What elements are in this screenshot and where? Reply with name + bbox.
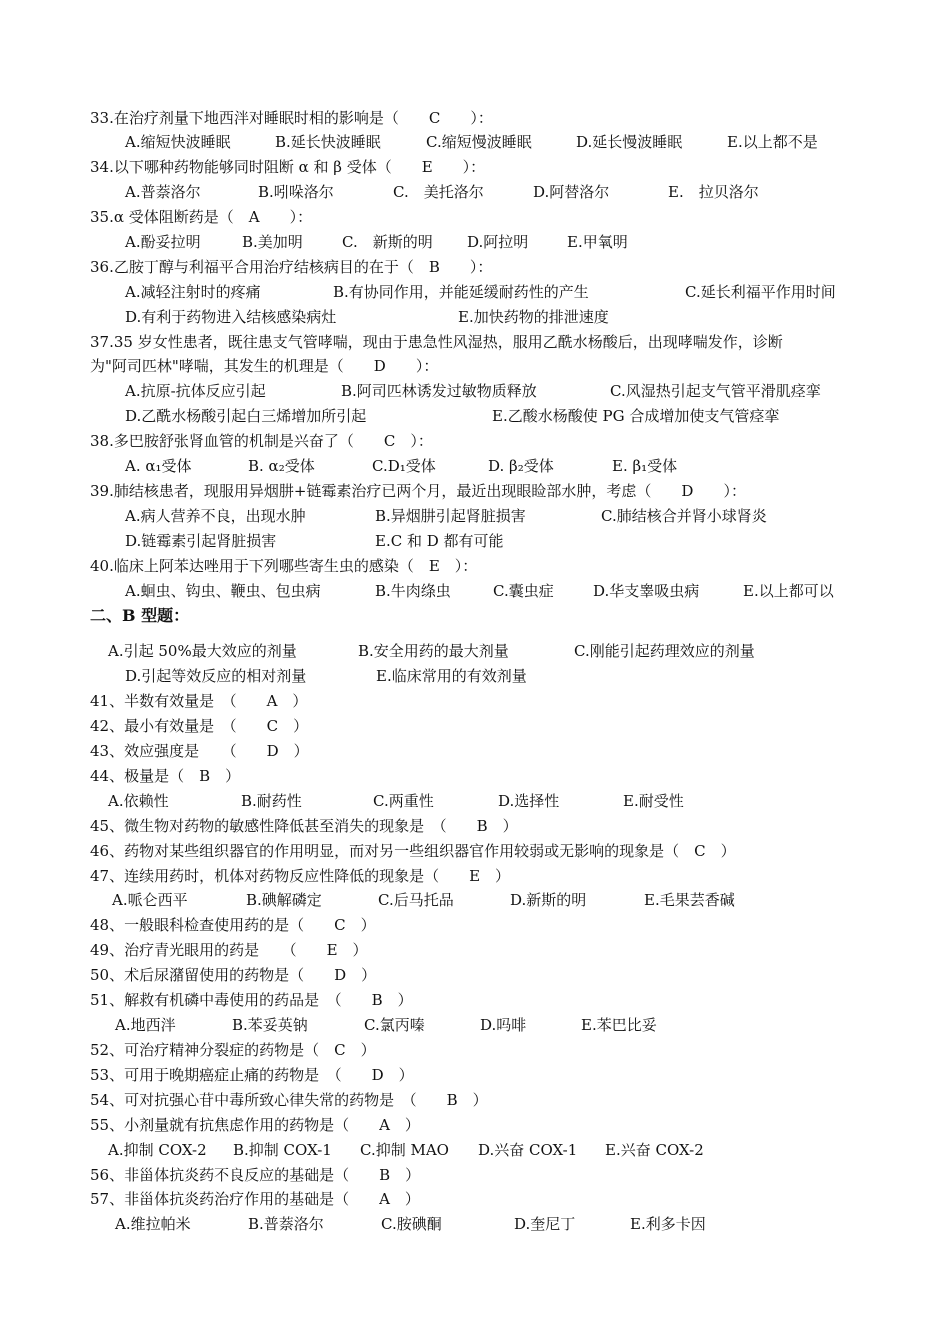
option-text: B.吲哚洛尔: [258, 183, 334, 201]
option-row: [0, 506, 950, 526]
option-text: E. 拉贝洛尔: [668, 183, 759, 201]
option-text: D.阿替洛尔: [533, 183, 610, 201]
option-text: A.地西泮: [115, 1016, 176, 1034]
option-text: D.乙酰水杨酸引起白三烯增加所引起: [125, 407, 367, 425]
line-text: 54、可对抗强心苷中毒所致心律失常的药物是 （ B ）: [90, 1091, 488, 1109]
option-text: B.异烟肼引起肾脏损害: [375, 507, 526, 525]
option-text: C.氯丙嗪: [364, 1016, 425, 1034]
option-row: [0, 666, 950, 686]
option-text: A.蛔虫、钩虫、鞭虫、包虫病: [125, 582, 321, 600]
option-text: A.抗原-抗体反应引起: [125, 382, 266, 400]
question-line: [0, 990, 950, 1010]
option-row: [0, 381, 950, 401]
option-text: A.酚妥拉明: [125, 233, 201, 251]
option-text: C.抑制 MAO: [360, 1141, 449, 1159]
question-line: [0, 915, 950, 935]
line-text: 39.肺结核患者，现服用异烟肼+链霉素治疗已两个月，最近出现眼睑部水肿，考虑（ D ）：: [90, 482, 746, 500]
question-line: [0, 841, 950, 861]
option-row: [0, 406, 950, 426]
option-text: C. 新斯的明: [342, 233, 433, 251]
option-text: C.延长利福平作用时间: [685, 283, 836, 301]
question-line: [0, 1115, 950, 1135]
line-text: 43、效应强度是 （ D ）: [90, 742, 309, 760]
option-text: B.有协同作用，并能延缓耐药性的产生: [333, 283, 589, 301]
line-text: 49、治疗青光眼用的药是 （ E ）: [90, 941, 368, 959]
option-row: [0, 182, 950, 202]
option-text: A. α₁受体: [125, 457, 192, 475]
option-text: A.抑制 COX-2: [108, 1141, 207, 1159]
line-text: 34.以下哪种药物能够同时阻断 α 和 β 受体（ E ）：: [90, 158, 486, 176]
line-text: 为"阿司匹林"哮喘，其发生的机理是（ D ）：: [90, 357, 439, 375]
option-text: D.兴奋 COX-1: [478, 1141, 578, 1159]
question-line: [0, 481, 950, 501]
question-line: [0, 716, 950, 736]
line-text: 46、药物对某些组织器官的作用明显，而对另一些组织器官作用较弱或无影响的现象是（ C ）: [90, 842, 736, 860]
section-heading: [0, 606, 950, 626]
option-text: A.减轻注射时的疼痛: [125, 283, 261, 301]
option-row: [0, 581, 950, 601]
option-text: D.选择性: [498, 792, 560, 810]
line-text: 55、小剂量就有抗焦虑作用的药物是（ A ）: [90, 1116, 420, 1134]
line-text: 57、非甾体抗炎药治疗作用的基础是（ A ）: [90, 1190, 420, 1208]
question-line: [0, 108, 950, 128]
option-text: E.以上都不是: [727, 133, 818, 151]
option-text: B.安全用药的最大剂量: [358, 642, 509, 660]
question-line: [0, 741, 950, 761]
option-text: D.阿拉明: [467, 233, 529, 251]
option-row: [0, 641, 950, 661]
line-text: 38.多巴胺舒张肾血管的机制是兴奋了（ C ）：: [90, 432, 433, 450]
option-text: D.引起等效反应的相对剂量: [125, 667, 307, 685]
question-line: [0, 207, 950, 227]
option-text: C.两重性: [373, 792, 434, 810]
option-text: A.维拉帕米: [115, 1215, 191, 1233]
option-text: E.以上都可以: [743, 582, 834, 600]
option-text: C.囊虫症: [493, 582, 554, 600]
option-row: [0, 456, 950, 476]
line-text: 二、B 型题：: [90, 606, 190, 625]
option-text: C.肺结核合并肾小球肾炎: [601, 507, 767, 525]
line-text: 40.临床上阿苯达唑用于下列哪些寄生虫的感染（ E ）：: [90, 557, 478, 575]
option-text: E.兴奋 COX-2: [605, 1141, 704, 1159]
option-text: B.抑制 COX-1: [233, 1141, 332, 1159]
question-line: [0, 257, 950, 277]
option-text: D. β₂受体: [488, 457, 554, 475]
option-text: C.缩短慢波睡眠: [426, 133, 532, 151]
line-text: 52、可治疗精神分裂症的药物是（ C ）: [90, 1041, 376, 1059]
option-text: C.风湿热引起支气管平滑肌痉挛: [610, 382, 821, 400]
option-row: [0, 890, 950, 910]
line-text: 42、最小有效量是 （ C ）: [90, 717, 309, 735]
option-text: B.阿司匹林诱发过敏物质释放: [341, 382, 537, 400]
option-text: E.苯巴比妥: [581, 1016, 657, 1034]
question-line: [0, 556, 950, 576]
question-line: [0, 332, 950, 352]
option-text: D.吗啡: [480, 1016, 527, 1034]
question-line: [0, 157, 950, 177]
option-text: B.美加明: [242, 233, 303, 251]
question-line: [0, 1165, 950, 1185]
option-text: E.C 和 D 都有可能: [375, 532, 504, 550]
option-text: C.D₁受体: [372, 457, 436, 475]
option-text: E.利多卡因: [630, 1215, 706, 1233]
question-line: [0, 866, 950, 886]
line-text: 47、连续用药时，机体对药物反应性降低的现象是（ E ）: [90, 867, 511, 885]
option-row: [0, 132, 950, 152]
question-line: [0, 691, 950, 711]
line-text: 53、可用于晚期癌症止痛的药物是 （ D ）: [90, 1066, 414, 1084]
line-text: 56、非甾体抗炎药不良反应的基础是（ B ）: [90, 1166, 421, 1184]
option-text: D.有利于药物进入结核感染病灶: [125, 308, 337, 326]
option-row: [0, 531, 950, 551]
option-text: B. α₂受体: [248, 457, 315, 475]
question-line: [0, 965, 950, 985]
option-text: E.临床常用的有效剂量: [376, 667, 527, 685]
option-text: A.哌仑西平: [112, 891, 188, 909]
option-text: B.普萘洛尔: [248, 1215, 324, 1233]
question-line: [0, 431, 950, 451]
option-row: [0, 1140, 950, 1160]
question-line: [0, 1065, 950, 1085]
question-line: [0, 356, 950, 376]
option-text: E.加快药物的排泄速度: [458, 308, 609, 326]
option-row: [0, 1015, 950, 1035]
question-line: [0, 1090, 950, 1110]
line-text: 51、解救有机磷中毒使用的药品是 （ B ）: [90, 991, 413, 1009]
question-line: [0, 816, 950, 836]
line-text: 35.α 受体阻断药是（ A ）：: [90, 208, 313, 226]
option-text: E.乙酸水杨酸使 PG 合成增加使支气管痉挛: [492, 407, 780, 425]
option-row: [0, 1214, 950, 1234]
option-text: B.耐药性: [241, 792, 302, 810]
option-row: [0, 232, 950, 252]
question-line: [0, 1040, 950, 1060]
option-text: E.毛果芸香碱: [644, 891, 735, 909]
line-text: 48、一般眼科检查使用药的是（ C ）: [90, 916, 376, 934]
option-text: A.病人营养不良，出现水肿: [125, 507, 306, 525]
line-text: 41、半数有效量是 （ A ）: [90, 692, 308, 710]
option-text: B.延长快波睡眠: [275, 133, 381, 151]
line-text: 33.在治疗剂量下地西泮对睡眠时相的影响是（ C ）：: [90, 109, 493, 127]
line-text: 37.35 岁女性患者，既往患支气管哮喘，现由于患急性风湿热，服用乙酰水杨酸后，出现哮喘发作，诊断: [90, 333, 783, 351]
option-text: D.奎尼丁: [514, 1215, 576, 1233]
line-text: 44、极量是（ B ）: [90, 767, 241, 785]
option-text: E.耐受性: [623, 792, 684, 810]
line-text: 50、术后尿潴留使用的药物是（ D ）: [90, 966, 377, 984]
option-text: D.华支睾吸虫病: [593, 582, 700, 600]
option-row: [0, 307, 950, 327]
option-text: D.链霉素引起肾脏损害: [125, 532, 277, 550]
option-text: A.普萘洛尔: [125, 183, 201, 201]
option-text: D.新斯的明: [510, 891, 587, 909]
option-row: [0, 791, 950, 811]
option-text: C. 美托洛尔: [393, 183, 484, 201]
question-line: [0, 766, 950, 786]
option-text: A.缩短快波睡眠: [125, 133, 231, 151]
option-row: [0, 282, 950, 302]
option-text: C.胺碘酮: [381, 1215, 442, 1233]
option-text: A.引起 50%最大效应的剂量: [108, 642, 297, 660]
option-text: A.依赖性: [108, 792, 169, 810]
option-text: E.甲氧明: [567, 233, 628, 251]
option-text: E. β₁受体: [612, 457, 678, 475]
option-text: D.延长慢波睡眠: [576, 133, 683, 151]
line-text: 45、微生物对药物的敏感性降低甚至消失的现象是 （ B ）: [90, 817, 518, 835]
option-text: B.牛肉绦虫: [375, 582, 451, 600]
option-text: C.刚能引起药理效应的剂量: [574, 642, 755, 660]
option-text: B.碘解磷定: [246, 891, 322, 909]
line-text: 36.乙胺丁醇与利福平合用治疗结核病目的在于（ B ）：: [90, 258, 493, 276]
option-text: C.后马托品: [378, 891, 454, 909]
question-line: [0, 1189, 950, 1209]
question-line: [0, 940, 950, 960]
option-text: B.苯妥英钠: [232, 1016, 308, 1034]
